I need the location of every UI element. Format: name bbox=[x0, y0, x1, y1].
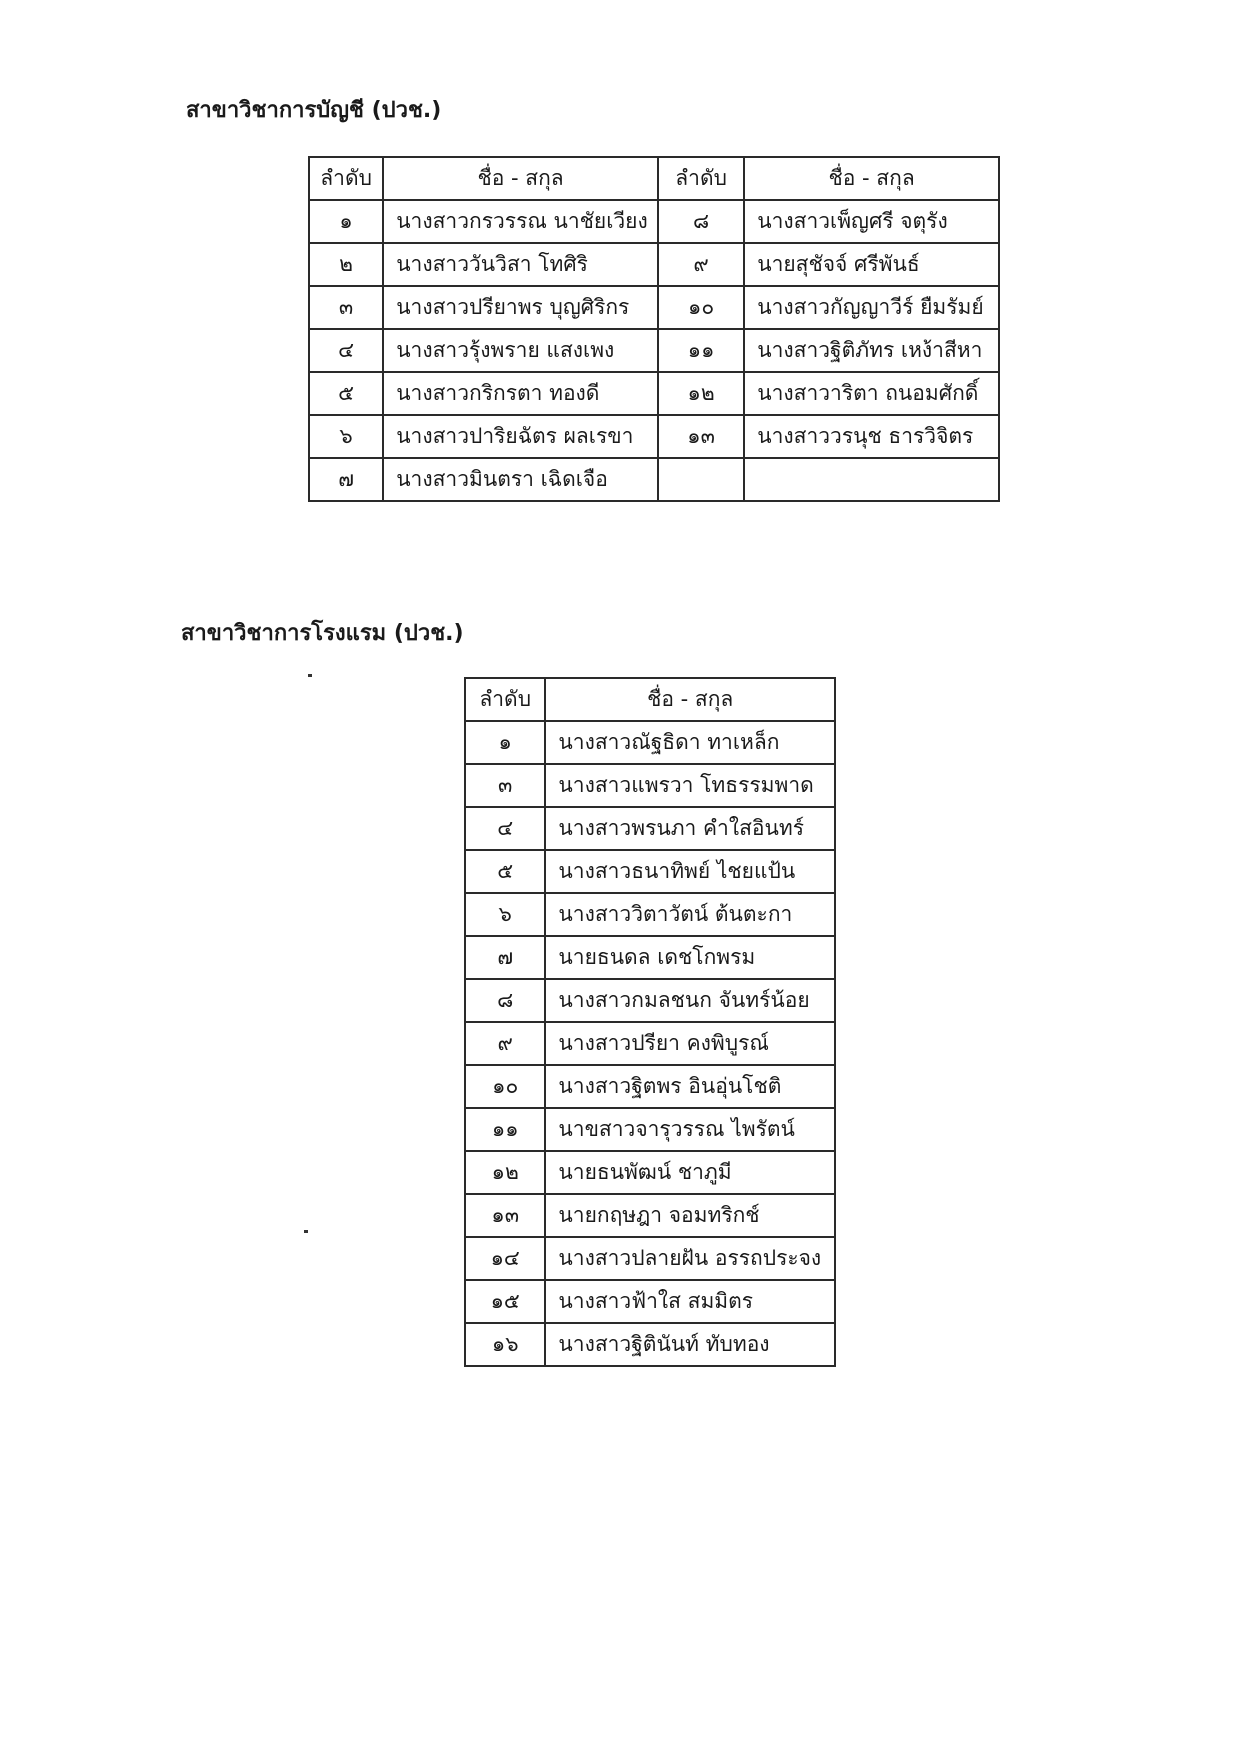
student-name: นางสาวเพ็ญศรี จตุรัง bbox=[744, 200, 999, 243]
order-header: ลำดับ bbox=[658, 157, 744, 200]
table-row bbox=[309, 372, 999, 415]
table-row bbox=[465, 764, 835, 807]
order-number: ๖ bbox=[465, 893, 545, 936]
student-name: นางสาวฐิตินันท์ ทับทอง bbox=[545, 1323, 835, 1366]
table-row bbox=[465, 1323, 835, 1366]
table-row bbox=[309, 415, 999, 458]
table-header-row bbox=[465, 678, 835, 721]
order-header: ลำดับ bbox=[465, 678, 545, 721]
student-name: นางสาวาริตา ถนอมศักดิ์ bbox=[744, 372, 999, 415]
order-number: ๘ bbox=[658, 200, 744, 243]
student-name: นางสาวพรนภา คำใสอินทร์ bbox=[545, 807, 835, 850]
student-name: นางสาวกรวรรณ นาชัยเวียง bbox=[383, 200, 658, 243]
order-number: ๑๔ bbox=[465, 1237, 545, 1280]
student-name: นางสาวฐิตพร อินอุ่นโชติ bbox=[545, 1065, 835, 1108]
order-number: ๙ bbox=[465, 1022, 545, 1065]
table-row bbox=[465, 1065, 835, 1108]
table-row bbox=[309, 200, 999, 243]
order-number: ๘ bbox=[465, 979, 545, 1022]
order-number: ๑๕ bbox=[465, 1280, 545, 1323]
student-name: นางสาวธนาทิพย์ ไชยแป้น bbox=[545, 850, 835, 893]
table-row bbox=[465, 893, 835, 936]
order-number: ๑๐ bbox=[465, 1065, 545, 1108]
student-name: นางสาวฟ้าใส สมมิตร bbox=[545, 1280, 835, 1323]
order-header: ลำดับ bbox=[309, 157, 383, 200]
student-name: นางสาววิตาวัตน์ ต้นตะกา bbox=[545, 893, 835, 936]
order-number: ๑๒ bbox=[465, 1151, 545, 1194]
student-name: นางสาวฐิติภัทร เหง้าสีหา bbox=[744, 329, 999, 372]
table-row bbox=[465, 1280, 835, 1323]
student-name: นางสาวกริกรตา ทองดี bbox=[383, 372, 658, 415]
order-number: ๕ bbox=[309, 372, 383, 415]
order-number: ๓ bbox=[309, 286, 383, 329]
order-number bbox=[658, 458, 744, 501]
student-name: นางสาวปาริยฉัตร ผลเรขา bbox=[383, 415, 658, 458]
order-number: ๓ bbox=[465, 764, 545, 807]
order-number: ๒ bbox=[309, 243, 383, 286]
student-name: นางสาวมินตรา เฉิดเจือ bbox=[383, 458, 658, 501]
order-number: ๔ bbox=[465, 807, 545, 850]
hotel-table-body bbox=[465, 721, 835, 1366]
table-row bbox=[465, 936, 835, 979]
accounting-students-table bbox=[308, 156, 1000, 502]
hotel-section-title: สาขาวิชาการโรงแรม (ปวช.) bbox=[181, 621, 464, 646]
student-name: นายสุชัจจ์ ศรีพันธ์ bbox=[744, 243, 999, 286]
table-row bbox=[465, 979, 835, 1022]
student-name: นางสาวปลายฝัน อรรถประจง bbox=[545, 1237, 835, 1280]
name-header: ชื่อ - สกุล bbox=[545, 678, 835, 721]
student-name: นางสาวณัฐธิดา ทาเหล็ก bbox=[545, 721, 835, 764]
student-name: นายธนพัฒน์ ชาภูมี bbox=[545, 1151, 835, 1194]
student-name: นางสาววันวิสา โทศิริ bbox=[383, 243, 658, 286]
order-number: ๖ bbox=[309, 415, 383, 458]
order-number: ๑๑ bbox=[658, 329, 744, 372]
accounting-section-title: สาขาวิชาการบัญชี (ปวช.) bbox=[186, 98, 442, 123]
table-row bbox=[309, 286, 999, 329]
table-row bbox=[309, 243, 999, 286]
order-number: ๗ bbox=[465, 936, 545, 979]
order-number: ๑๐ bbox=[658, 286, 744, 329]
table-row bbox=[309, 458, 999, 501]
student-name: นางสาววรนุช ธารวิจิตร bbox=[744, 415, 999, 458]
student-name: นางสาวปรียา คงพิบูรณ์ bbox=[545, 1022, 835, 1065]
hotel-students-table bbox=[464, 677, 836, 1367]
table-row bbox=[309, 329, 999, 372]
order-number: ๑ bbox=[465, 721, 545, 764]
order-number: ๑๒ bbox=[658, 372, 744, 415]
table-row bbox=[465, 1237, 835, 1280]
student-name bbox=[744, 458, 999, 501]
name-header: ชื่อ - สกุล bbox=[383, 157, 658, 200]
table-row bbox=[465, 807, 835, 850]
student-name: นายธนดล เดชโกพรม bbox=[545, 936, 835, 979]
order-number: ๑ bbox=[309, 200, 383, 243]
table-row bbox=[465, 850, 835, 893]
order-number: ๗ bbox=[309, 458, 383, 501]
table-row bbox=[465, 1022, 835, 1065]
student-name: นางสาวปรียาพร บุญศิริกร bbox=[383, 286, 658, 329]
table-row bbox=[465, 1194, 835, 1237]
table-row bbox=[465, 1151, 835, 1194]
student-name: นางสาวแพรวา โทธรรมพาด bbox=[545, 764, 835, 807]
table-header-row bbox=[309, 157, 999, 200]
scan-speck bbox=[308, 674, 312, 677]
table-row bbox=[465, 1108, 835, 1151]
order-number: ๑๖ bbox=[465, 1323, 545, 1366]
order-number: ๕ bbox=[465, 850, 545, 893]
order-number: ๙ bbox=[658, 243, 744, 286]
student-name: นางสาวรุ้งพราย แสงเพง bbox=[383, 329, 658, 372]
accounting-table-body bbox=[309, 200, 999, 501]
order-number: ๔ bbox=[309, 329, 383, 372]
student-name: นางสาวกมลชนก จันทร์น้อย bbox=[545, 979, 835, 1022]
student-name: นายกฤษฎา จอมทริกช์ bbox=[545, 1194, 835, 1237]
student-name: นาขสาวจารุวรรณ ไพรัตน์ bbox=[545, 1108, 835, 1151]
table-row bbox=[465, 721, 835, 764]
name-header: ชื่อ - สกุล bbox=[744, 157, 999, 200]
order-number: ๑๓ bbox=[658, 415, 744, 458]
order-number: ๑๓ bbox=[465, 1194, 545, 1237]
order-number: ๑๑ bbox=[465, 1108, 545, 1151]
scan-speck bbox=[304, 1230, 308, 1233]
student-name: นางสาวกัญญาวีร์ ยืมรัมย์ bbox=[744, 286, 999, 329]
